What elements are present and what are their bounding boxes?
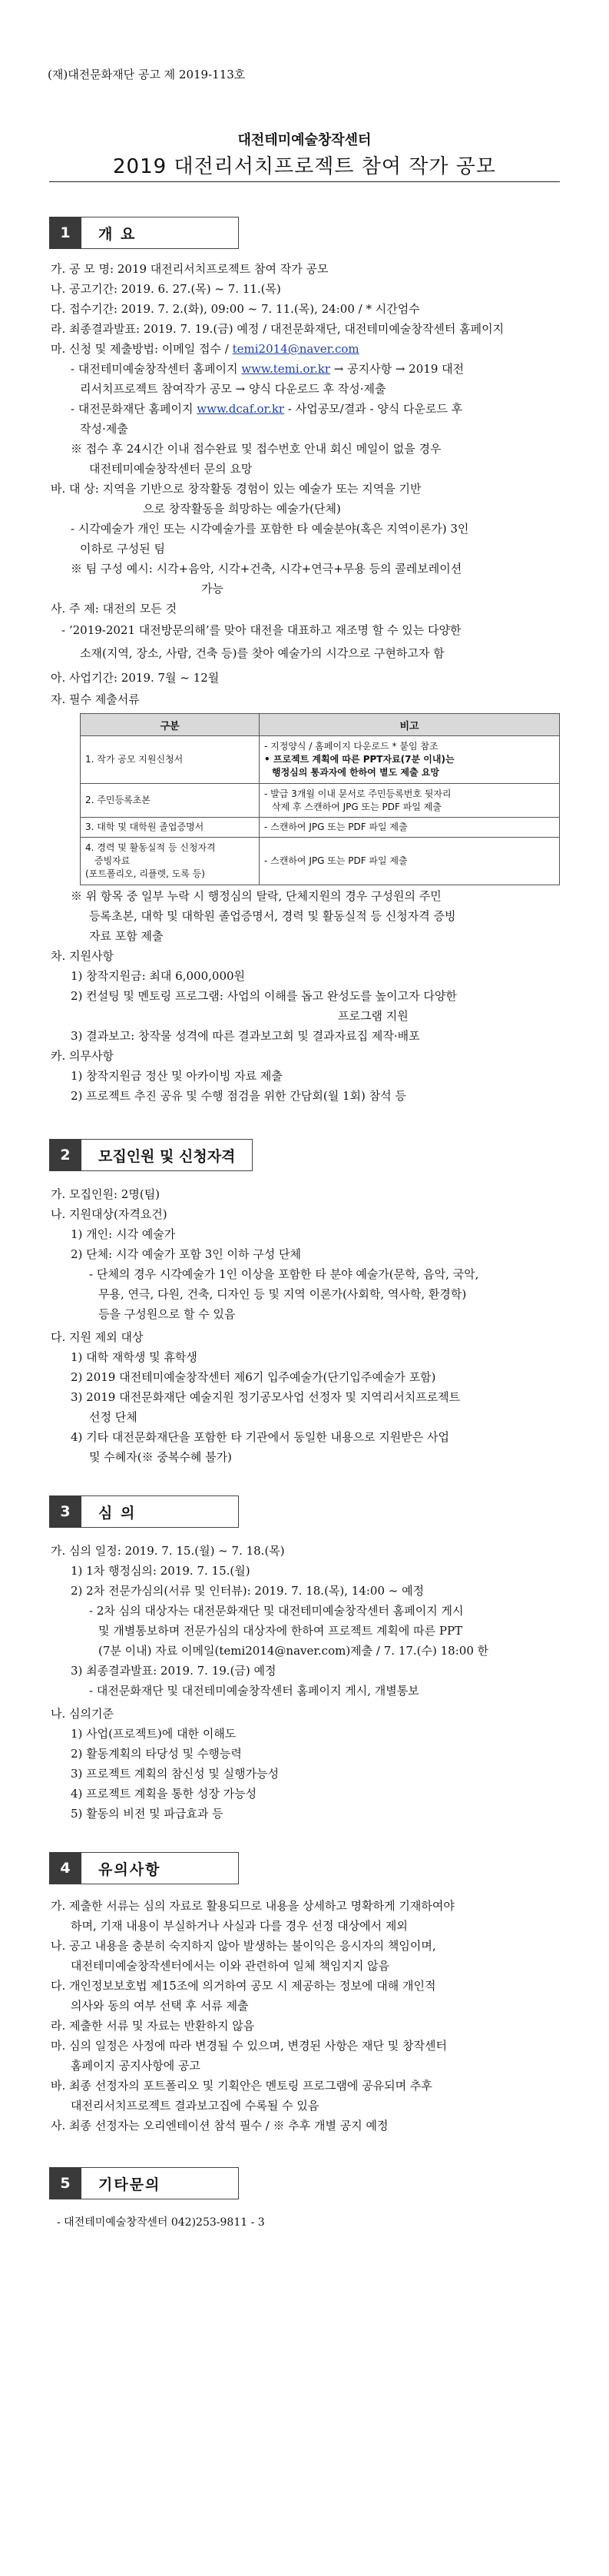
notes-line: 의사와 동의 여부 선택 후 서류 제출: [71, 1999, 249, 2013]
section-header-recruitment: [49, 1139, 253, 1171]
notes-line: 마. 심의 일정은 사정에 따라 변경될 수 있으며, 변경된 사항은 재단 및 창작센터: [51, 2039, 447, 2053]
overview-line: 아. 사업기간: 2019. 7월 ~ 12월: [51, 671, 220, 685]
section-title: 심 의: [81, 1495, 239, 1528]
notes-line: 나. 공고 내용을 충분히 숙지하지 않아 발생하는 불이익은 응시자의 책임이며,: [51, 1939, 436, 1953]
review-line: (7분 이내) 자료 이메일(temi2014@naver.com)제출 / 7. 17.(수) 18:00 한: [98, 1644, 489, 1658]
overview-text: → 공지사항 → 2019 대전: [330, 362, 465, 376]
table-header-remarks: 비고: [260, 714, 560, 736]
review-line: 1) 1차 행정심의: 2019. 7. 15.(월): [71, 1564, 250, 1578]
recruit-line: 가. 모집인원: 2명(팀): [51, 1187, 161, 1201]
section-title: 모집인원 및 신청자격: [81, 1139, 253, 1171]
table-cell: 1. 작가 공모 지원신청서: [81, 736, 260, 784]
table-header-category: 구분: [81, 714, 260, 736]
recruit-line: 무용, 연극, 다원, 건축, 디자인 등 및 지역 이론가(사회학, 역사학, 환경학): [98, 1287, 467, 1301]
organizer-name: 대전테미예술창작센터: [237, 132, 372, 148]
review-line: 5) 활동의 비전 및 파급효과 등: [71, 1807, 223, 1821]
review-line: 2) 활동계획의 타당성 및 수행능력: [71, 1747, 242, 1761]
recruit-line: 나. 지원대상(자격요건): [51, 1207, 167, 1221]
table-cell: 3. 대학 및 대학원 졸업증명서: [81, 818, 260, 838]
recruit-line: 선정 단체: [89, 1410, 137, 1424]
overview-line: 대전테미예술창작센터 문의 요망: [89, 462, 253, 476]
review-line: 가. 심의 일정: 2019. 7. 15.(월) ~ 7. 18.(목): [51, 1544, 285, 1558]
overview-dcaf-line: [71, 401, 462, 417]
notes-line: 가. 제출한 서류는 심의 자료로 활용되므로 내용을 상세하고 명확하게 기재하여야: [51, 1899, 455, 1913]
review-line: 나. 심의기준: [51, 1707, 114, 1721]
section-number: 1: [49, 217, 81, 249]
category-line: 증빙자료: [94, 855, 131, 866]
contact-line: - 대전테미예술창작센터 042)253-9811 - 3: [57, 2216, 265, 2229]
recruit-line: 1) 개인: 시각 예술가: [71, 1227, 176, 1241]
recruit-line: 및 수혜자(※ 중복수혜 불가): [89, 1450, 232, 1464]
overview-line: 바. 대 상: 지역을 기반으로 창작활동 경험이 있는 예술가 또는 지역을 기반: [51, 482, 422, 496]
overview-submission-line: [51, 341, 359, 357]
recruit-line: 2) 2019 대전테미예술창작센터 제6기 입주예술가(단기입주예술가 포함): [71, 1370, 436, 1384]
overview-text: - 대전문화재단 홈페이지: [71, 402, 197, 416]
overview-line: 2) 컨설팅 및 멘토링 프로그램: 사업의 이해를 돕고 완성도를 높이고자 다양한: [71, 989, 457, 1003]
notes-line: 라. 제출한 서류 및 자료는 반환하지 않음: [51, 2019, 255, 2033]
overview-text: - 대전테미예술창작센터 홈페이지: [71, 362, 242, 376]
section-header-notes: [49, 1852, 239, 1884]
table-row: [81, 818, 560, 838]
notes-line: 대전리서치프로젝트 결과보고집에 수록될 수 있음: [71, 2099, 319, 2113]
section-number: 5: [49, 2167, 81, 2199]
title-divider: [49, 181, 560, 182]
overview-line: ※ 접수 후 24시간 이내 접수완료 및 접수번호 안내 회신 메일이 없을 경우: [71, 442, 442, 456]
remark-line: • 프로젝트 계획에 따른 PPT자료(7분 이내)는: [264, 754, 455, 765]
notes-line: 바. 최종 선정자의 포트폴리오 및 기획안은 멘토링 프로그램에 공유되며 추후: [51, 2079, 432, 2093]
overview-line: 자료 포함 제출: [89, 929, 164, 943]
overview-line: 나. 공고기간: 2019. 6. 27.(목) ~ 7. 11.(목): [51, 282, 281, 296]
temi-website-link[interactable]: www.temi.or.kr: [241, 362, 331, 376]
table-cell: [260, 736, 560, 784]
overview-line: 소재(지역, 장소, 사람, 건축 등)를 찾아 예술가의 시각으로 구현하고자 함: [80, 646, 445, 660]
notes-line: 하며, 기재 내용이 부실하거나 사실과 다를 경우 선정 대상에서 제외: [71, 1919, 408, 1933]
remark-line: 행정심의 통과자에 한하여 별도 제출 요망: [272, 767, 439, 778]
overview-line: 가. 공 모 명: 2019 대전리서치프로젝트 참여 작가 공모: [51, 262, 329, 276]
page-title: 2019 대전리서치프로젝트 참여 작가 공모: [113, 155, 496, 178]
remark-line: 삭제 후 스캔하여 JPG 또는 PDF 파일 제출: [272, 801, 442, 812]
overview-line: 사. 주 제: 대전의 모든 것: [51, 602, 177, 616]
table-row: [81, 784, 560, 818]
section-title: 유의사항: [81, 1852, 239, 1884]
overview-line: 으로 창작활동을 희망하는 예술가(단체): [143, 502, 341, 516]
recruit-line: 2) 단체: 시각 예술가 포함 3인 이하 구성 단체: [71, 1247, 301, 1261]
overview-text: - 사업공모/결과 - 양식 다운로드 후: [284, 402, 463, 416]
review-line: - 대전문화재단 및 대전테미예술창작센터 홈페이지 게시, 개별통보: [89, 1684, 419, 1698]
overview-line: 1) 창작지원금 정산 및 아카이빙 자료 제출: [71, 1069, 283, 1083]
section-title: 개 요: [81, 217, 239, 249]
overview-line: 가능: [201, 582, 223, 596]
notes-line: 사. 최종 선정자는 오리엔테이션 참석 필수 / ※ 추후 개별 공지 예정: [51, 2119, 389, 2133]
table-cell: [260, 784, 560, 818]
table-row: [81, 736, 560, 784]
overview-line: 3) 결과보고: 창작물 성격에 따른 결과보고회 및 결과자료집 제작·배포: [71, 1029, 420, 1043]
table-cell: 2. 주민등록초본: [81, 784, 260, 818]
recruit-line: 등을 구성원으로 할 수 있음: [98, 1307, 236, 1321]
overview-line: 2) 프로젝트 추진 공유 및 수행 점검을 위한 간담회(월 1회) 참석 등: [71, 1089, 406, 1103]
overview-line: 프로그램 지원: [338, 1009, 409, 1023]
overview-line: ※ 위 항목 중 일부 누락 시 행정심의 탈락, 단체지원의 경우 구성원의 주민: [71, 889, 442, 903]
remark-line: - 발급 3개월 이내 문서로 주민등록번호 뒷자리: [264, 788, 452, 799]
overview-line: 차. 지원사항: [51, 949, 114, 963]
required-documents-table: [80, 713, 560, 885]
review-line: - 2차 심의 대상자는 대전문화재단 및 대전테미예술창작센터 홈페이지 게시: [89, 1604, 464, 1618]
overview-text: 마. 신청 및 제출방법: 이메일 접수 /: [51, 342, 233, 356]
section-header-contact: [49, 2167, 239, 2199]
section-header-overview: [49, 217, 239, 249]
section-number: 4: [49, 1852, 81, 1884]
overview-line: 등록초본, 대학 및 대학원 졸업증명서, 경력 및 활동실적 등 신청자격 증빙: [89, 909, 456, 923]
review-line: 3) 최종결과발표: 2019. 7. 19.(금) 예정: [71, 1664, 276, 1678]
category-line: (포트폴리오, 리플렛, 도록 등): [85, 868, 205, 879]
table-header-row: [81, 714, 560, 736]
section-title: 기타문의: [81, 2167, 239, 2199]
overview-temi-line: [71, 361, 464, 377]
overview-line: 작성·제출: [80, 422, 128, 436]
table-row: [81, 838, 560, 885]
email-link[interactable]: temi2014@naver.com: [232, 342, 359, 356]
overview-line: 1) 창작지원금: 최대 6,000,000원: [71, 969, 246, 983]
review-line: 2) 2차 전문가심의(서류 및 인터뷰): 2019. 7. 18.(목), 14:00 ~ 예정: [71, 1584, 425, 1598]
overview-line: 라. 최종결과발표: 2019. 7. 19.(금) 예정 / 대전문화재단, 대전테미예술창작센터 홈페이지: [51, 322, 505, 336]
overview-line: 자. 필수 제출서류: [51, 692, 140, 706]
table-cell: - 스캔하여 JPG 또는 PDF 파일 제출: [260, 818, 560, 838]
recruit-line: - 단체의 경우 시각예술가 1인 이상을 포함한 타 분야 예술가(문학, 음악, 국악,: [89, 1267, 479, 1281]
recruit-line: 3) 2019 대전문화재단 예술지원 정기공모사업 선정자 및 지역리서치프로젝트: [71, 1390, 461, 1404]
recruit-line: 4) 기타 대전문화재단을 포함한 타 기관에서 동일한 내용으로 지원받은 사업: [71, 1430, 450, 1444]
overview-line: ※ 팀 구성 예시: 시각+음악, 시각+건축, 시각+연극+무용 등의 콜레보레이션: [71, 562, 462, 576]
table-cell: - 스캔하여 JPG 또는 PDF 파일 제출: [260, 838, 560, 885]
notes-line: 홈페이지 공지사항에 공고: [71, 2059, 200, 2073]
table-cell: [81, 838, 260, 885]
notes-line: 대전테미예술창작센터에서는 이와 관련하여 일체 책임지지 않음: [71, 1959, 390, 1973]
review-line: 4) 프로젝트 계획을 통한 성장 가능성: [71, 1787, 257, 1801]
recruit-line: 다. 지원 제외 대상: [51, 1330, 144, 1344]
review-line: 및 개별통보하며 전문가심의 대상자에 한하여 프로젝트 계획에 따른 PPT: [98, 1624, 463, 1638]
overview-line: 리서치프로젝트 참여작가 공모 → 양식 다운로드 후 작성·제출: [80, 382, 386, 396]
dcaf-website-link[interactable]: www.dcaf.or.kr: [197, 402, 285, 416]
overview-line: 이하로 구성된 팀: [80, 542, 165, 556]
overview-line: 다. 접수기간: 2019. 7. 2.(화), 09:00 ~ 7. 11.(목), 24:00 / * 시간엄수: [51, 302, 420, 316]
notice-number: (재)대전문화재단 공고 제 2019-113호: [48, 68, 246, 81]
overview-line: - ‘2019-2021 대전방문의해’를 맞아 대전을 대표하고 재조명 할 수 있는 다양한: [61, 623, 462, 637]
review-line: 1) 사업(프로젝트)에 대한 이해도: [71, 1727, 237, 1741]
section-header-review: [49, 1495, 239, 1528]
remark-line: - 지정양식 / 홈페이지 다운로드 * 붙임 참조: [264, 741, 439, 752]
section-number: 2: [49, 1139, 81, 1171]
review-line: 3) 프로젝트 계획의 참신성 및 실행가능성: [71, 1767, 280, 1781]
notes-line: 다. 개인정보보호법 제15조에 의거하여 공모 시 제공하는 정보에 대해 개인적: [51, 1979, 436, 1993]
overview-line: 카. 의무사항: [51, 1049, 114, 1063]
recruit-line: 1) 대학 재학생 및 휴학생: [71, 1350, 197, 1364]
category-line: 4. 경력 및 활동실적 등 신청자격: [85, 842, 216, 853]
overview-line: - 시각예술가 개인 또는 시각예술가를 포함한 타 예술분야(혹은 지역이론가) 3인: [71, 522, 469, 536]
section-number: 3: [49, 1495, 81, 1528]
